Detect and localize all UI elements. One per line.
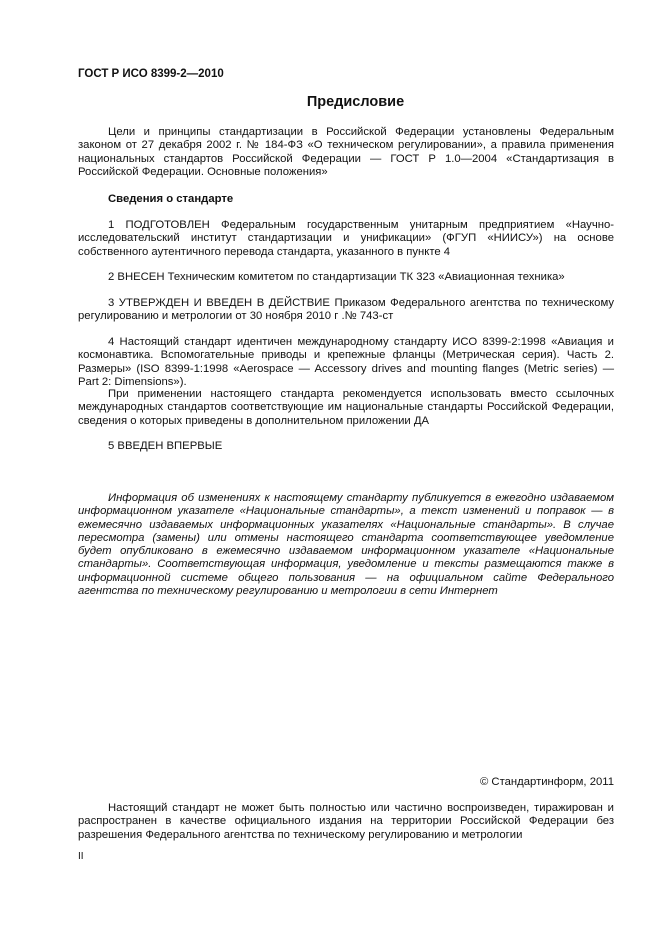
section-heading <box>78 193 614 206</box>
item-4 <box>78 336 614 389</box>
item-text: 2 ВНЕСЕН Техническим комитетом по стандартизации ТК 323 «Авиационная техника» <box>108 271 565 283</box>
intro-text: Цели и принципы стандартизации в Российской Федерации установлены Федеральным законом от 27 декабря 2002 г. № 184-ФЗ «О техническом регулировании», а правила применения национальных стандартов Российской Федерации — ГОСТ Р 1.0—2004 «Стандартизация в Российской Федерации. Основные положения» <box>78 126 614 178</box>
section-heading-text: Сведения о стандарте <box>108 193 234 205</box>
item-5 <box>78 440 614 453</box>
reproduction-notice <box>78 802 614 842</box>
page-number: II <box>78 851 84 862</box>
document-id-header: ГОСТ Р ИСО 8399-2—2010 <box>78 68 224 80</box>
notice-text: Информация об изменениях к настоящему стандарту публикуется в ежегодно издаваемом информационном указателе «Национальные стандарты», а текст изменений и поправок — в ежемесячно издаваемых информационных указателях «Национальные стандарты». В случае пересмотра (замены) или отмены настоящего стандарта соответствующее уведомление будет опубликовано в ежемесячно издаваемом информационном указателе «Национальные стандарты». Соответствующая информация, уведомление и тексты размещаются также в информационной системе общего пользования — на официальном сайте Федерального агентства по техническому регулированию и метрологии в сети Интернет <box>78 492 614 598</box>
item-1 <box>78 219 614 259</box>
item-text: 3 УТВЕРЖДЕН И ВВЕДЕН В ДЕЙСТВИЕ Приказом Федерального агентства по техническому регулированию и метрологии от 30 ноября 2010 г .№ 743-ст <box>78 297 614 323</box>
reproduction-notice-text: Настоящий стандарт не может быть полностью или частично воспроизведен, тиражирован и распространен в качестве официального издания на территории Российской Федерации без разрешения Федерального агентства по техническому регулированию и метрологии <box>78 802 614 841</box>
item-text: 4 Настоящий стандарт идентичен международному стандарту ИСО 8399-2:1998 «Авиация и космонавтика. Вспомогательные приводы и крепежные фланцы (Метрическая серия). Часть 2. Размеры» (ISO 8399-1:1998 «Aerospace — Accessory drives and mounting flanges (Metric series) — Part 2: Dimensions»). <box>78 336 614 388</box>
item-2 <box>78 271 614 284</box>
item-4-note <box>78 388 614 428</box>
page-title: Предисловие <box>306 94 405 110</box>
intro-paragraph <box>78 126 614 179</box>
copyright: © Стандартинформ, 2011 <box>479 776 614 788</box>
notice-paragraph <box>78 492 614 598</box>
item-text: При применении настоящего стандарта рекомендуется использовать вместо ссылочных международных стандартов соответствующие им национальные стандарты Российской Федерации, сведения о которых приведены в дополнительном приложении ДА <box>78 388 614 427</box>
item-text: 1 ПОДГОТОВЛЕН Федеральным государственным унитарным предприятием «Научно-исследовательский институт стандартизации и унификации» (ФГУП «НИИСУ») на основе собственного аутентичного перевода стандарта, указанного в пункте 4 <box>78 219 614 258</box>
item-text: 5 ВВЕДЕН ВПЕРВЫЕ <box>108 440 223 452</box>
item-3 <box>78 297 614 324</box>
